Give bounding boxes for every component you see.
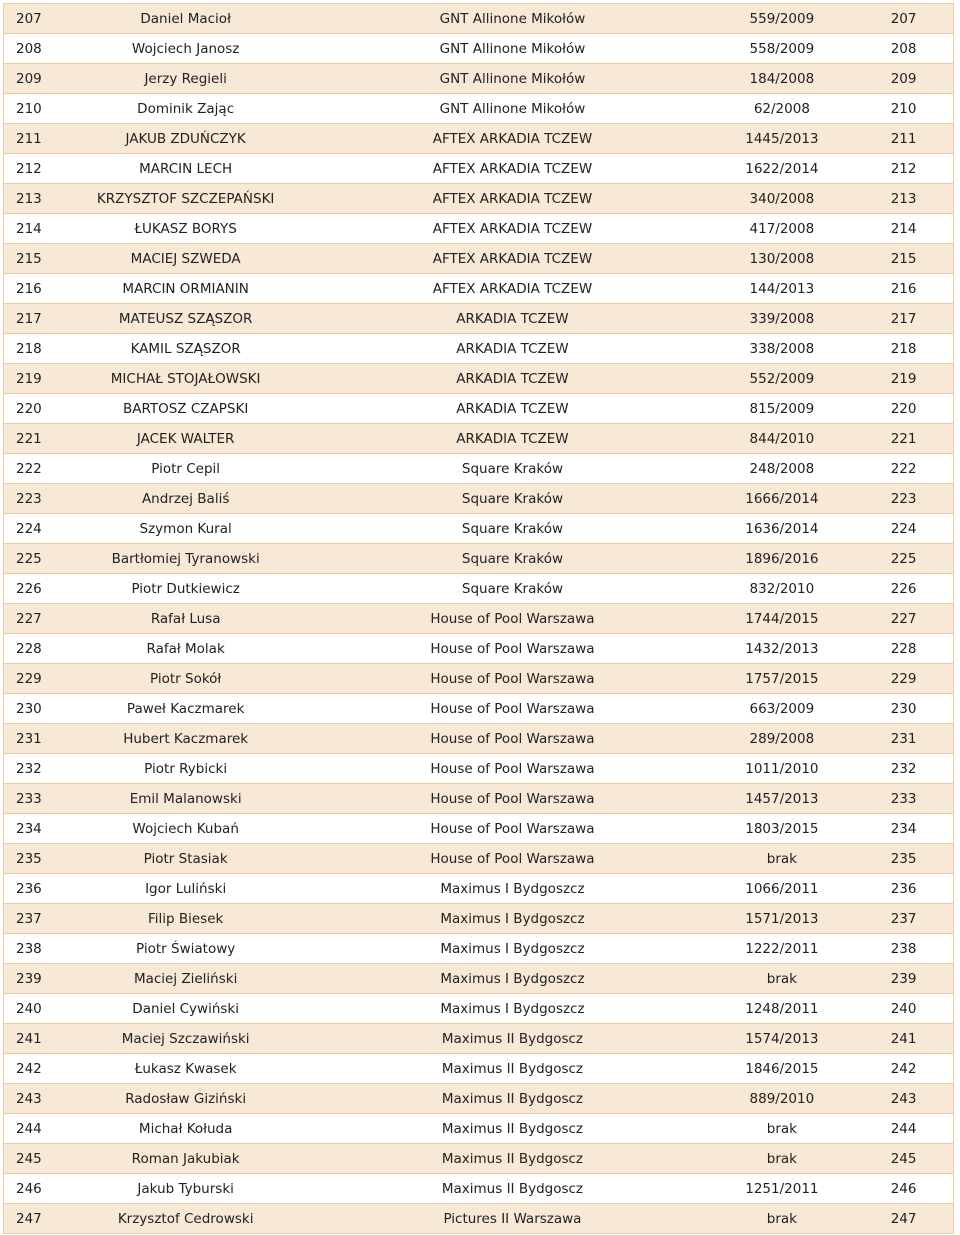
- position-cell: 211: [890, 130, 917, 147]
- row-number-cell: 218: [16, 340, 42, 357]
- license-cell: 844/2010: [749, 430, 815, 447]
- player-name-cell: Maciej Szczawiński: [121, 1030, 250, 1047]
- row-number-cell: 228: [16, 640, 42, 657]
- table-row: [4, 184, 953, 214]
- table-row: [4, 274, 953, 304]
- club-name-cell: AFTEX ARKADIA TCZEW: [432, 220, 593, 237]
- row-number-cell: 242: [16, 1060, 42, 1077]
- player-name-cell: Jakub Tyburski: [137, 1180, 234, 1197]
- row-number-cell: 226: [16, 580, 42, 597]
- position-cell: 207: [890, 10, 917, 27]
- position-cell: 218: [890, 340, 917, 357]
- player-name-cell: Rafał Molak: [146, 640, 225, 657]
- position-cell: 233: [890, 790, 917, 807]
- table-row: [4, 1204, 953, 1234]
- table-row: [4, 634, 953, 664]
- position-cell: 222: [890, 460, 917, 477]
- position-cell: 240: [890, 1000, 917, 1017]
- table-row: [4, 544, 953, 574]
- table-row: [4, 964, 953, 994]
- player-name-cell: MACIEJ SZWEDA: [130, 250, 241, 267]
- license-cell: 1222/2011: [745, 940, 819, 957]
- license-cell: 184/2008: [749, 70, 815, 87]
- position-cell: 223: [890, 490, 917, 507]
- club-name-cell: GNT Allinone Mikołów: [439, 100, 586, 117]
- club-name-cell: Square Kraków: [461, 520, 564, 537]
- club-name-cell: ARKADIA TCZEW: [456, 340, 569, 357]
- row-number-cell: 213: [16, 190, 42, 207]
- table-row: [4, 1054, 953, 1084]
- club-name-cell: Maximus I Bydgoszcz: [440, 1000, 585, 1017]
- table-row: [4, 1174, 953, 1204]
- row-number-cell: 219: [16, 370, 42, 387]
- player-name-cell: Dominik Zając: [137, 100, 235, 117]
- position-cell: 219: [890, 370, 917, 387]
- player-name-cell: MICHAŁ STOJAŁOWSKI: [110, 370, 261, 387]
- row-number-cell: 235: [16, 850, 42, 867]
- row-number-cell: 223: [16, 490, 42, 507]
- row-number-cell: 231: [16, 730, 42, 747]
- club-name-cell: AFTEX ARKADIA TCZEW: [432, 160, 593, 177]
- position-cell: 217: [890, 310, 917, 327]
- license-cell: 338/2008: [749, 340, 815, 357]
- club-name-cell: Maximus I Bydgoszcz: [440, 970, 585, 987]
- player-name-cell: Piotr Rybicki: [144, 760, 228, 777]
- club-name-cell: House of Pool Warszawa: [430, 670, 595, 687]
- player-name-cell: BARTOSZ CZAPSKI: [122, 400, 249, 417]
- table-row: [4, 394, 953, 424]
- position-cell: 227: [890, 610, 917, 627]
- row-number-cell: 221: [16, 430, 42, 447]
- license-cell: 1622/2014: [745, 160, 819, 177]
- position-cell: 226: [890, 580, 917, 597]
- table-row: [4, 304, 953, 334]
- club-name-cell: Maximus II Bydgoscz: [441, 1030, 584, 1047]
- table-row: [4, 1024, 953, 1054]
- position-cell: 242: [890, 1060, 917, 1077]
- table-row: [4, 664, 953, 694]
- player-name-cell: Michał Kołuda: [138, 1120, 233, 1137]
- license-cell: 552/2009: [749, 370, 815, 387]
- club-name-cell: ARKADIA TCZEW: [456, 400, 569, 417]
- license-cell: 1636/2014: [745, 520, 819, 537]
- row-number-cell: 220: [16, 400, 42, 417]
- table-row: [4, 214, 953, 244]
- license-cell: 1574/2013: [745, 1030, 819, 1047]
- table-row: [4, 244, 953, 274]
- table-row: [4, 844, 953, 874]
- position-cell: 238: [890, 940, 917, 957]
- row-number-cell: 212: [16, 160, 42, 177]
- table-row: [4, 34, 953, 64]
- license-cell: 1666/2014: [745, 490, 819, 507]
- license-cell: 1803/2015: [745, 820, 819, 837]
- player-name-cell: Jerzy Regieli: [144, 70, 227, 87]
- license-cell: 558/2009: [749, 40, 815, 57]
- club-name-cell: ARKADIA TCZEW: [456, 370, 569, 387]
- row-number-cell: 247: [16, 1210, 42, 1227]
- license-cell: 417/2008: [749, 220, 815, 237]
- club-name-cell: Maximus II Bydgoscz: [441, 1060, 584, 1077]
- position-cell: 210: [890, 100, 917, 117]
- club-name-cell: ARKADIA TCZEW: [456, 430, 569, 447]
- row-number-cell: 245: [16, 1150, 42, 1167]
- position-cell: 216: [890, 280, 917, 297]
- row-number-cell: 214: [16, 220, 42, 237]
- license-cell: 1011/2010: [745, 760, 819, 777]
- table-row: [4, 454, 953, 484]
- table-row: [4, 424, 953, 454]
- table-row: [4, 754, 953, 784]
- position-cell: 225: [890, 550, 917, 567]
- table-row: [4, 124, 953, 154]
- position-cell: 229: [890, 670, 917, 687]
- player-name-cell: Piotr Dutkiewicz: [131, 580, 240, 597]
- player-name-cell: Daniel Cywiński: [132, 1000, 239, 1017]
- club-name-cell: Square Kraków: [461, 490, 564, 507]
- player-name-cell: Paweł Kaczmarek: [126, 700, 245, 717]
- row-number-cell: 236: [16, 880, 42, 897]
- table-row: [4, 784, 953, 814]
- player-name-cell: Piotr Cepil: [151, 460, 221, 477]
- table-row: [4, 874, 953, 904]
- license-cell: 144/2013: [749, 280, 815, 297]
- player-name-cell: Radosław Giziński: [125, 1090, 247, 1107]
- license-cell: 1445/2013: [745, 130, 819, 147]
- license-cell: 1757/2015: [745, 670, 819, 687]
- player-name-cell: Roman Jakubiak: [131, 1150, 240, 1167]
- player-name-cell: Wojciech Kubań: [132, 820, 239, 837]
- license-cell: 1066/2011: [745, 880, 819, 897]
- player-name-cell: KRZYSZTOF SZCZEPAŃSKI: [96, 190, 275, 207]
- row-number-cell: 208: [16, 40, 42, 57]
- player-name-cell: Szymon Kural: [139, 520, 232, 537]
- license-cell: 340/2008: [749, 190, 815, 207]
- position-cell: 236: [890, 880, 917, 897]
- license-cell: 832/2010: [749, 580, 815, 597]
- player-name-cell: ŁUKASZ BORYS: [134, 220, 237, 237]
- row-number-cell: 216: [16, 280, 42, 297]
- position-cell: 209: [890, 70, 917, 87]
- license-cell: 62/2008: [753, 100, 810, 117]
- player-name-cell: Łukasz Kwasek: [134, 1060, 237, 1077]
- club-name-cell: AFTEX ARKADIA TCZEW: [432, 190, 593, 207]
- license-cell: brak: [766, 1150, 797, 1167]
- player-name-cell: Bartłomiej Tyranowski: [111, 550, 260, 567]
- row-number-cell: 207: [16, 10, 42, 27]
- club-name-cell: House of Pool Warszawa: [430, 820, 595, 837]
- table-row: [4, 574, 953, 604]
- position-cell: 243: [890, 1090, 917, 1107]
- club-name-cell: Square Kraków: [461, 550, 564, 567]
- license-cell: 1846/2015: [745, 1060, 819, 1077]
- position-cell: 215: [890, 250, 917, 267]
- license-cell: 1251/2011: [745, 1180, 819, 1197]
- position-cell: 232: [890, 760, 917, 777]
- club-name-cell: Maximus II Bydgoscz: [441, 1120, 584, 1137]
- player-name-cell: Piotr Światowy: [136, 940, 236, 957]
- club-name-cell: ARKADIA TCZEW: [456, 310, 569, 327]
- license-cell: 559/2009: [749, 10, 815, 27]
- row-number-cell: 234: [16, 820, 42, 837]
- club-name-cell: AFTEX ARKADIA TCZEW: [432, 130, 593, 147]
- license-cell: brak: [766, 970, 797, 987]
- club-name-cell: House of Pool Warszawa: [430, 700, 595, 717]
- row-number-cell: 246: [16, 1180, 42, 1197]
- club-name-cell: Pictures II Warszawa: [443, 1210, 582, 1227]
- row-number-cell: 229: [16, 670, 42, 687]
- position-cell: 214: [890, 220, 917, 237]
- row-number-cell: 237: [16, 910, 42, 927]
- player-name-cell: Daniel Macioł: [140, 10, 231, 27]
- row-number-cell: 217: [16, 310, 42, 327]
- license-cell: 1896/2016: [745, 550, 819, 567]
- player-name-cell: Filip Biesek: [147, 910, 224, 927]
- table-row: [4, 4, 953, 34]
- player-name-cell: MARCIN LECH: [139, 160, 233, 177]
- row-number-cell: 210: [16, 100, 42, 117]
- position-cell: 247: [890, 1210, 917, 1227]
- club-name-cell: House of Pool Warszawa: [430, 730, 595, 747]
- license-cell: 663/2009: [749, 700, 815, 717]
- position-cell: 241: [890, 1030, 917, 1047]
- club-name-cell: GNT Allinone Mikołów: [439, 40, 586, 57]
- license-cell: brak: [766, 1120, 797, 1137]
- position-cell: 245: [890, 1150, 917, 1167]
- table-row: [4, 694, 953, 724]
- club-name-cell: House of Pool Warszawa: [430, 640, 595, 657]
- row-number-cell: 225: [16, 550, 42, 567]
- player-name-cell: Igor Luliński: [145, 880, 227, 897]
- club-name-cell: Maximus I Bydgoszcz: [440, 940, 585, 957]
- club-name-cell: House of Pool Warszawa: [430, 760, 595, 777]
- table-row: [4, 904, 953, 934]
- position-cell: 220: [890, 400, 917, 417]
- table-row: [4, 1114, 953, 1144]
- row-number-cell: 244: [16, 1120, 42, 1137]
- license-cell: 1457/2013: [745, 790, 819, 807]
- player-name-cell: MATEUSZ SZĄSZOR: [118, 310, 253, 327]
- club-name-cell: Maximus I Bydgoszcz: [440, 880, 585, 897]
- position-cell: 246: [890, 1180, 917, 1197]
- player-name-cell: JAKUB ZDUŃCZYK: [125, 130, 246, 147]
- license-cell: 1248/2011: [745, 1000, 819, 1017]
- license-cell: brak: [766, 850, 797, 867]
- license-cell: brak: [766, 1210, 797, 1227]
- player-name-cell: Emil Malanowski: [129, 790, 242, 807]
- row-number-cell: 239: [16, 970, 42, 987]
- license-cell: 248/2008: [749, 460, 815, 477]
- player-name-cell: Wojciech Janosz: [131, 40, 240, 57]
- table-row: [4, 64, 953, 94]
- club-name-cell: Maximus II Bydgoscz: [441, 1180, 584, 1197]
- club-name-cell: AFTEX ARKADIA TCZEW: [432, 280, 593, 297]
- row-number-cell: 209: [16, 70, 42, 87]
- player-name-cell: Piotr Sokół: [150, 670, 222, 687]
- row-number-cell: 241: [16, 1030, 42, 1047]
- table-row: [4, 604, 953, 634]
- row-number-cell: 222: [16, 460, 42, 477]
- row-number-cell: 240: [16, 1000, 42, 1017]
- club-name-cell: GNT Allinone Mikołów: [439, 70, 586, 87]
- player-name-cell: Krzysztof Cedrowski: [117, 1210, 254, 1227]
- table-row: [4, 814, 953, 844]
- position-cell: 235: [890, 850, 917, 867]
- position-cell: 231: [890, 730, 917, 747]
- table-row: [4, 1144, 953, 1174]
- row-number-cell: 238: [16, 940, 42, 957]
- row-number-cell: 232: [16, 760, 42, 777]
- club-name-cell: House of Pool Warszawa: [430, 850, 595, 867]
- license-cell: 1571/2013: [745, 910, 819, 927]
- table-row: [4, 994, 953, 1024]
- license-cell: 339/2008: [749, 310, 815, 327]
- license-cell: 130/2008: [749, 250, 815, 267]
- club-name-cell: Maximus II Bydgoscz: [441, 1090, 584, 1107]
- table-row: [4, 934, 953, 964]
- club-name-cell: Square Kraków: [461, 580, 564, 597]
- player-name-cell: Piotr Stasiak: [143, 850, 228, 867]
- player-name-cell: MARCIN ORMIANIN: [122, 280, 249, 297]
- table-row: [4, 514, 953, 544]
- player-name-cell: Andrzej Baliś: [141, 490, 230, 507]
- table-row: [4, 1084, 953, 1114]
- player-name-cell: KAMIL SZĄSZOR: [130, 340, 241, 357]
- position-cell: 239: [890, 970, 917, 987]
- player-table: [3, 3, 954, 1234]
- position-cell: 213: [890, 190, 917, 207]
- position-cell: 208: [890, 40, 917, 57]
- position-cell: 234: [890, 820, 917, 837]
- player-name-cell: Maciej Zieliński: [133, 970, 238, 987]
- table-row: [4, 154, 953, 184]
- position-cell: 212: [890, 160, 917, 177]
- club-name-cell: GNT Allinone Mikołów: [439, 10, 586, 27]
- row-number-cell: 243: [16, 1090, 42, 1107]
- club-name-cell: Maximus I Bydgoszcz: [440, 910, 585, 927]
- row-number-cell: 224: [16, 520, 42, 537]
- club-name-cell: House of Pool Warszawa: [430, 790, 595, 807]
- license-cell: 1432/2013: [745, 640, 819, 657]
- club-name-cell: Square Kraków: [461, 460, 564, 477]
- player-name-cell: JACEK WALTER: [136, 430, 235, 447]
- position-cell: 221: [890, 430, 917, 447]
- row-number-cell: 230: [16, 700, 42, 717]
- table-row: [4, 484, 953, 514]
- license-cell: 289/2008: [749, 730, 815, 747]
- club-name-cell: AFTEX ARKADIA TCZEW: [432, 250, 593, 267]
- table-row: [4, 364, 953, 394]
- table-row: [4, 724, 953, 754]
- club-name-cell: House of Pool Warszawa: [430, 610, 595, 627]
- player-name-cell: Rafał Lusa: [150, 610, 221, 627]
- table-row: [4, 334, 953, 364]
- row-number-cell: 233: [16, 790, 42, 807]
- club-name-cell: Maximus II Bydgoscz: [441, 1150, 584, 1167]
- position-cell: 237: [890, 910, 917, 927]
- position-cell: 224: [890, 520, 917, 537]
- position-cell: 230: [890, 700, 917, 717]
- table-row: [4, 94, 953, 124]
- license-cell: 815/2009: [749, 400, 815, 417]
- position-cell: 228: [890, 640, 917, 657]
- row-number-cell: 215: [16, 250, 42, 267]
- row-number-cell: 211: [16, 130, 42, 147]
- position-cell: 244: [890, 1120, 917, 1137]
- license-cell: 889/2010: [749, 1090, 815, 1107]
- player-name-cell: Hubert Kaczmarek: [123, 730, 249, 747]
- license-cell: 1744/2015: [745, 610, 819, 627]
- row-number-cell: 227: [16, 610, 42, 627]
